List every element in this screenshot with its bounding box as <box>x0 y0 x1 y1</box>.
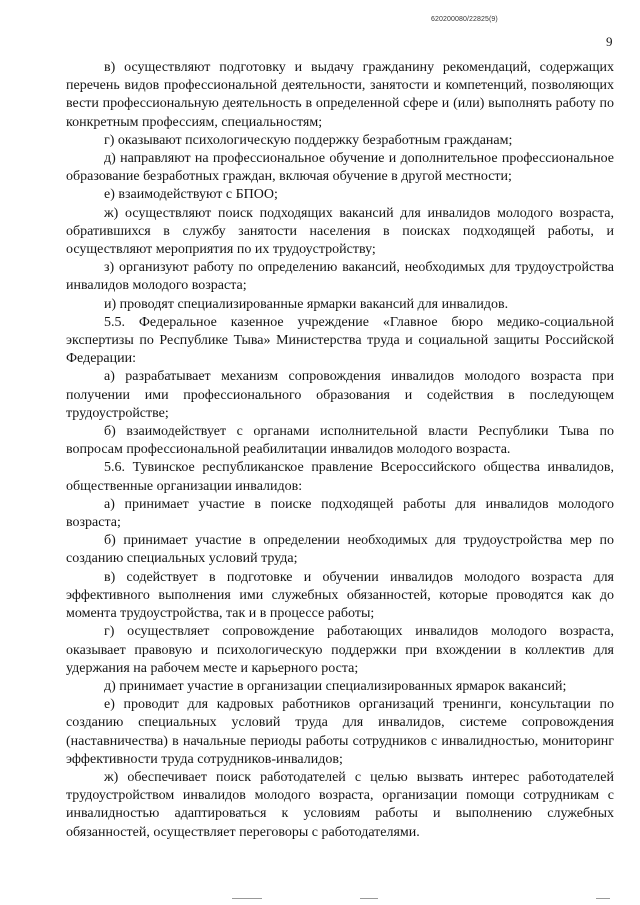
paragraph: г) осуществляет сопровождение работающих инвалидов молодого возраста, оказывает правовую и психологическую поддержки при вхождении в коллектив для удержания на рабочем месте и карьерного роста; <box>66 624 614 676</box>
paragraph: е) взаимодействуют с БПОО; <box>104 187 278 203</box>
paragraph: ж) обеспечивает поиск работодателей с целью вызвать интерес работодателей трудоустройством инвалидов молодого возраста, организации помощи сотрудникам с инвалидностью адаптироваться к условиям работы и выполнению служебных обязанностей, осуществляет переговоры с работодателями. <box>66 769 614 840</box>
paragraph: в) осуществляют подготовку и выдачу гражданину рекомендаций, содержащих перечень видов профессиональной деятельности, занятости и компетенций, позволяющих вести профессиональную деятельность в определенной сфере и (или) выполнять работу по конкретным профессиям, специальностям; <box>66 60 614 130</box>
paragraph: 5.6. Тувинское республиканское правление Всероссийского общества инвалидов, общественные организации инвалидов: <box>66 460 614 494</box>
paragraph: б) взаимодействует с органами исполнительной власти Республики Тыва по вопросам профессиональной реабилитации инвалидов молодого возраста. <box>66 424 614 458</box>
paragraph: и) проводят специализированные ярмарки вакансий для инвалидов. <box>104 296 509 312</box>
paragraph: 5.5. Федеральное казенное учреждение «Главное бюро медико-социальной экспертизы по Республике Тыва» Министерства труда и социальной защиты Российской Федерации: <box>66 314 614 367</box>
paragraph: б) принимает участие в определении необходимых для трудоустройства мер по созданию специальных условий труда; <box>66 533 614 567</box>
paragraph: а) разрабатывает механизм сопровождения инвалидов молодого возраста при получении ими профессионального образования и содействия в последующем трудоустройстве; <box>66 369 614 421</box>
paragraph: з) организуют работу по определению вакансий, необходимых для трудоустройства инвалидов молодого возраста; <box>66 260 614 294</box>
paragraph: а) принимает участие в поиске подходящей работы для инвалидов молодого возраста; <box>66 496 614 531</box>
paragraph: г) оказывают психологическую поддержку безработным гражданам; <box>104 132 513 148</box>
scan-artifact <box>596 898 610 899</box>
paragraph: д) принимает участие в организации специализированных ярмарок вакансий; <box>104 678 567 694</box>
paragraph: в) содействует в подготовке и обучении инвалидов молодого возраста для эффективного выполнения ими служебных обязанностей, которые проводятся как до момента трудоустройства, так и в процессе работы; <box>66 569 614 622</box>
document-code: 620200080/22825(9) <box>431 16 498 23</box>
document-body <box>66 59 614 842</box>
paragraph: д) направляют на профессиональное обучение и дополнительное профессиональное образование безработных граждан, включая обучение в другой местности; <box>66 151 614 185</box>
scan-artifact <box>360 898 378 899</box>
paragraph: ж) осуществляют поиск подходящих вакансий для инвалидов молодого возраста, обратившихся в службу занятости населения в поисках подходящей работы, и осуществляют мероприятия по их трудоустройству; <box>66 205 614 258</box>
scan-artifact <box>232 898 262 899</box>
paragraph: е) проводит для кадровых работников организаций тренинги, консультации по созданию специальных условий труда для инвалидов, системе сопровождения (наставничества) в начальные периоды работы сотрудников с инвалидностью, мониторинг эффективности труда сотрудников-инвалидов; <box>66 697 614 767</box>
page-number: 9 <box>606 34 613 49</box>
